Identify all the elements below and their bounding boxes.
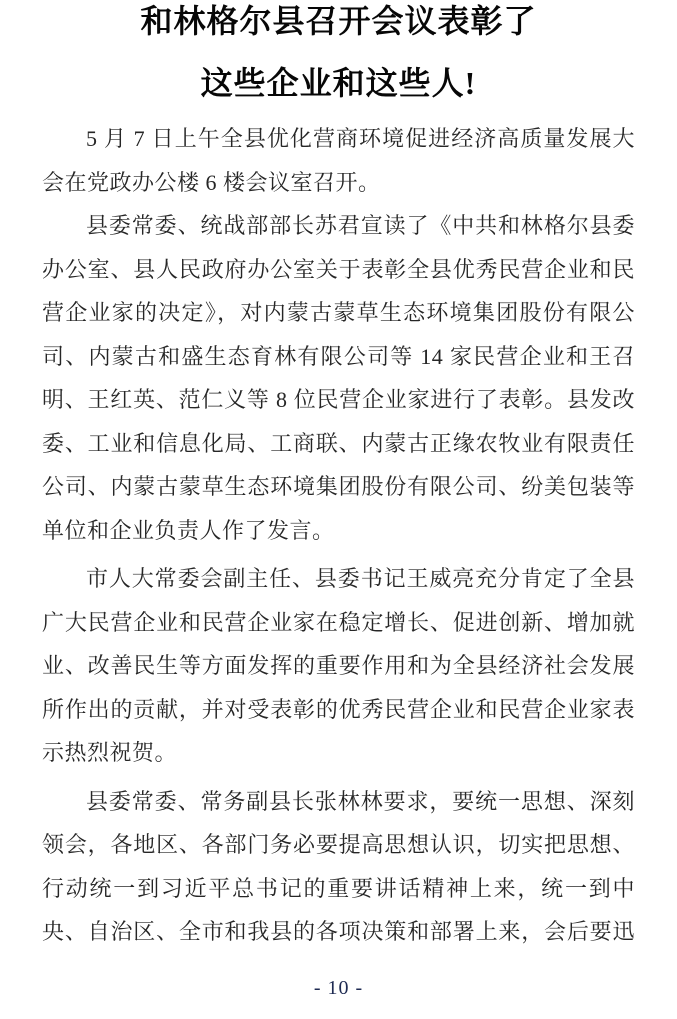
body-line: 县委常委、统战部部长苏君宣读了《中共和林格尔县委 xyxy=(86,213,635,238)
body-line: 县委常委、常务副县长张林林要求，要统一思想、深刻 xyxy=(86,788,635,814)
body-line: 业、改善民生等方面发挥的重要作用和为全县经济社会发展 xyxy=(42,653,635,678)
paragraph-2 xyxy=(42,204,635,552)
body-line: 行动统一到习近平总书记的重要讲话精神上来，统一到中 xyxy=(42,875,635,901)
body-line: 央、自治区、全市和我县的各项决策和部署上来，会后要迅 xyxy=(42,919,635,944)
body-line: 市人大常委会副主任、县委书记王威亮充分肯定了全县 xyxy=(86,566,635,591)
title-line-2: 这些企业和这些人! xyxy=(200,65,477,101)
body-line: 广大民营企业和民营企业家在稳定增长、促进创新、增加就 xyxy=(42,609,635,635)
paragraph-1 xyxy=(42,117,635,204)
body-line: 示热烈祝贺。 xyxy=(42,740,178,765)
paragraph-3 xyxy=(42,557,635,775)
page-footer xyxy=(0,977,677,1000)
paragraph-4 xyxy=(42,780,635,954)
body-line: 营企业家的决定》，对内蒙古蒙草生态环境集团股份有限公 xyxy=(42,300,635,325)
page-title xyxy=(0,0,677,114)
title-line-1: 和林格尔县召开会议表彰了 xyxy=(140,3,537,39)
article-body xyxy=(42,117,635,954)
page-number: - 10 - xyxy=(313,977,364,999)
body-line: 会在党政办公楼 6 楼会议室召开。 xyxy=(42,169,381,195)
body-line: 5 月 7 日上午全县优化营商环境促进经济高质量发展大 xyxy=(86,126,635,151)
body-line: 单位和企业负责人作了发言。 xyxy=(42,517,335,543)
body-line: 明、王红英、范仁义等 8 位民营企业家进行了表彰。县发改 xyxy=(42,387,635,412)
body-line: 领会，各地区、各部门务必要提高思想认识，切实把思想、 xyxy=(42,832,635,857)
body-line: 委、工业和信息化局、工商联、内蒙古正缘农牧业有限责任 xyxy=(42,430,635,456)
body-line: 公司、内蒙古蒙草生态环境集团股份有限公司、纷美包装等 xyxy=(42,474,635,499)
body-line: 司、内蒙古和盛生态育林有限公司等 14 家民营企业和王召 xyxy=(42,343,635,369)
body-line: 办公室、县人民政府办公室关于表彰全县优秀民营企业和民 xyxy=(42,256,635,282)
body-line: 所作出的贡献，并对受表彰的优秀民营企业和民营企业家表 xyxy=(42,696,635,722)
